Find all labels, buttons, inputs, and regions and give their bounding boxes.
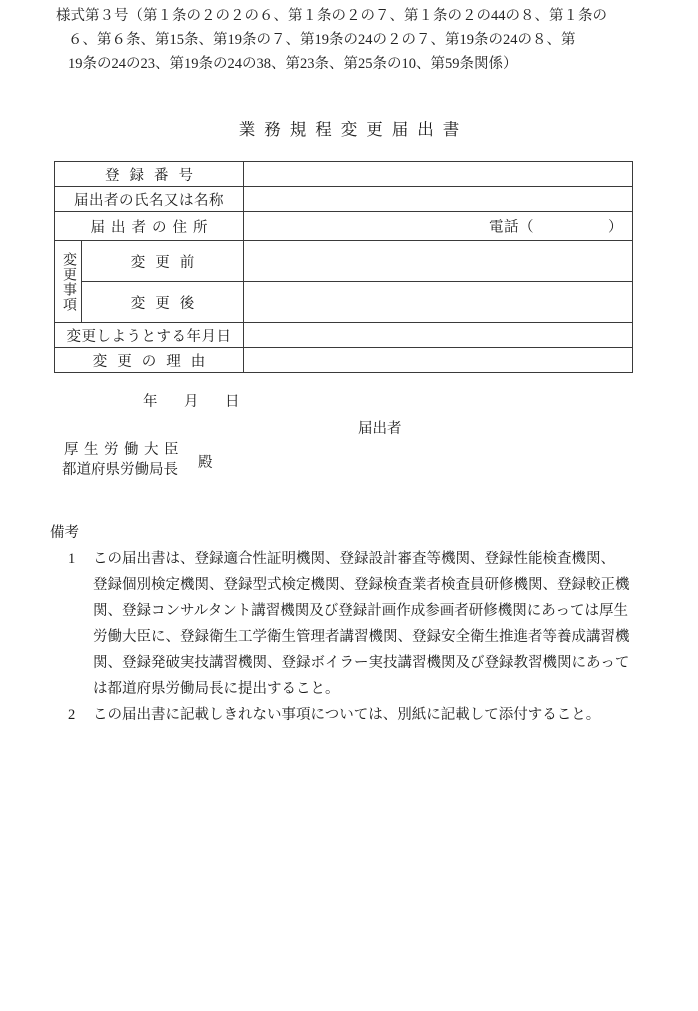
field-before-change[interactable]: [244, 241, 633, 282]
label-change-items-group: 変更事項: [55, 241, 82, 323]
note-number-2: 2: [68, 707, 76, 723]
addressee-line-bureau: 都道府県労働局長: [62, 462, 178, 478]
note-item-2: [50, 702, 670, 728]
label-registration-number: 登録番号: [55, 162, 244, 187]
note-item-1: [50, 546, 670, 702]
submitter-signature-label: 届出者: [358, 421, 402, 437]
note-line: 労働大臣に、登録衛生工学衛生管理者講習機関、登録安全衛生推進者等養成講習機: [93, 629, 630, 645]
citation-line-1: 様式第３号（第１条の２の２の６、第１条の２の７、第１条の２の44の８、第１条の: [56, 8, 607, 24]
date-month-label: 月: [184, 394, 199, 410]
note-body-1: [50, 546, 670, 702]
phone-suffix: ）: [608, 219, 623, 236]
note-line: この届出書に記載しきれない事項については、別紙に記載して添付すること。: [93, 707, 601, 723]
label-change-reason: 変更の理由: [55, 348, 244, 373]
table-row: [55, 212, 633, 241]
page-title: 業務規程変更届出書: [238, 120, 469, 139]
citation-line-2: ６、第６条、第15条、第19条の７、第19条の24の２の７、第19条の24の８、第: [68, 32, 576, 48]
note-number-1: 1: [68, 551, 76, 567]
note-body-2: [50, 702, 670, 728]
field-change-date[interactable]: [244, 323, 633, 348]
table-row: [55, 323, 633, 348]
date-day-label: 日: [225, 394, 240, 410]
note-line: 登録個別検定機関、登録型式検定機関、登録検査業者検査員研修機関、登録較正機: [93, 577, 630, 593]
addressee-honorific: 殿: [198, 455, 213, 471]
table-row: [55, 241, 633, 282]
label-change-date: 変更しようとする年月日: [55, 323, 244, 348]
label-submitter-name: 届出者の氏名又は名称: [55, 187, 244, 212]
field-registration-number[interactable]: [244, 162, 633, 187]
table-row: [55, 282, 633, 323]
form-citation-header: [0, 4, 698, 76]
addressee-names: [62, 440, 184, 480]
field-change-reason[interactable]: [244, 348, 633, 373]
table-row: [55, 348, 633, 373]
notes-title: 備考: [50, 525, 79, 541]
label-submitter-address: 届出者の住所: [55, 212, 244, 241]
phone-prefix: 電話（: [489, 219, 534, 236]
table-row: [55, 187, 633, 212]
note-line: この届出書は、登録適合性証明機関、登録設計審査等機関、登録性能検査機関、: [93, 551, 615, 567]
label-before-change: 変更前: [82, 241, 244, 282]
note-line: 関、登録コンサルタント講習機関及び登録計画作成参画者研修機関にあっては厚生: [93, 603, 629, 619]
field-submitter-address[interactable]: [244, 212, 633, 241]
date-line[interactable]: [143, 390, 240, 411]
note-line: は都道府県労働局長に提出すること。: [93, 681, 340, 697]
addressee-line-minister: 厚生労働大臣: [64, 442, 184, 458]
field-submitter-name[interactable]: [244, 187, 633, 212]
label-after-change: 変更後: [82, 282, 244, 323]
notes-section: [50, 520, 670, 728]
addressee-block: [62, 440, 322, 480]
field-after-change[interactable]: [244, 282, 633, 323]
table-row: [55, 162, 633, 187]
note-line: 関、登録発破実技講習機関、登録ボイラー実技講習機関及び登録教習機関にあって: [93, 655, 630, 671]
date-year-label: 年: [143, 394, 158, 410]
notification-form-table: [54, 161, 633, 373]
citation-line-3: 19条の24の23、第19条の24の38、第23条、第25条の10、第59条関係）: [68, 56, 518, 72]
phone-label: [489, 216, 623, 237]
